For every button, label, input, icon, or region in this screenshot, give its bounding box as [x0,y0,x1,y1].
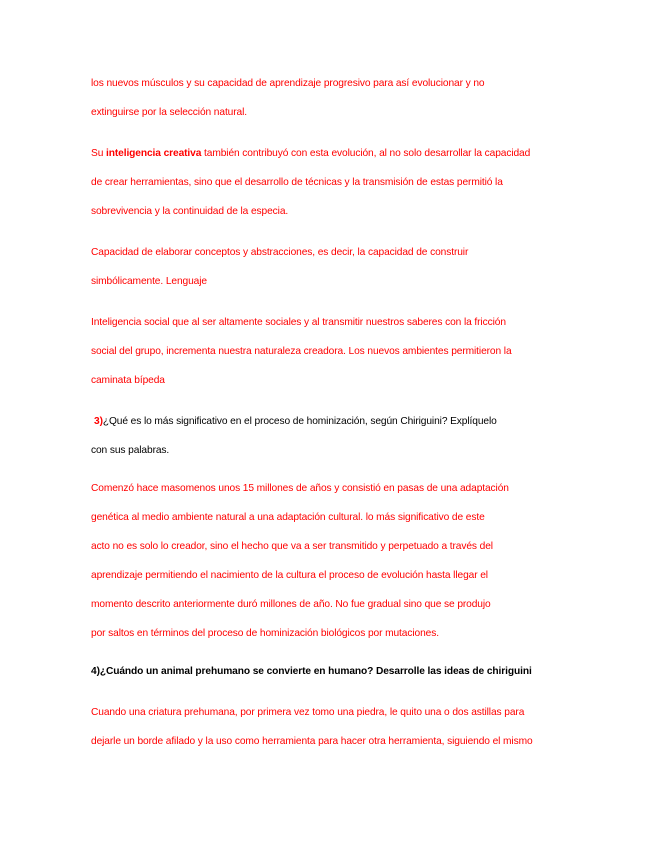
question-3-text: ¿Qué es lo más significativo en el proceso de hominización, según Chiriguini? Explíquelo [102,416,497,427]
p2-line-1-start: Su [91,148,106,159]
answer-3-line-5: momento descrito anteriormente duró millones de año. No fue gradual sino que se produjo [91,599,491,610]
p4-line-3: caminata bípeda [91,375,165,386]
p1-line-1: los nuevos músculos y su capacidad de aprendizaje progresivo para así evolucionar y no [91,78,485,89]
p2-line-1 [91,147,530,160]
p1-line-2: extinguirse por la selección natural. [91,107,247,118]
answer-3-line-6: por saltos en términos del proceso de hominización biológicos por mutaciones. [91,628,439,639]
question-3-number: 3) [94,416,103,427]
answer-4-line-2: dejarle un borde afilado y la uso como herramienta para hacer otra herramienta, siguiendo el mismo [91,736,533,747]
answer-3-line-2: genética al medio ambiente natural a una adaptación cultural. lo más significativo de este [91,512,485,523]
answer-3-line-1: Comenzó hace masomenos unos 15 millones de años y consistió en pasas de una adaptación [91,483,509,494]
p3-line-1: Capacidad de elaborar conceptos y abstracciones, es decir, la capacidad de construir [91,247,469,258]
p2-line-1-end: también contribuyó con esta evolución, al no solo desarrollar la capacidad [201,148,531,159]
p4-line-1: Inteligencia social que al ser altamente sociales y al transmitir nuestros saberes con la fricción [91,317,506,328]
answer-4-line-1: Cuando una criatura prehumana, por primera vez tomo una piedra, le quito una o dos astillas para [91,707,525,718]
answer-3-line-4: aprendizaje permitiendo el nacimiento de la cultura el proceso de evolución hasta llegar el [91,570,488,581]
question-3-line-2: con sus palabras. [91,445,170,456]
question-4-heading: 4)¿Cuándo un animal prehumano se convierte en humano? Desarrolle las ideas de chiriguini [91,666,532,677]
p4-line-2: social del grupo, incrementa nuestra naturaleza creadora. Los nuevos ambientes permitieron la [91,346,512,357]
question-3-line-1 [94,415,497,428]
p3-line-2: simbólicamente. Lenguaje [91,276,207,287]
p2-line-3: sobrevivencia y la continuidad de la especia. [91,206,289,217]
p2-line-2: de crear herramientas, sino que el desarrollo de técnicas y la transmisión de estas permitió la [91,177,503,188]
answer-3-line-3: acto no es solo lo creador, sino el hecho que va a ser transmitido y perpetuado a través del [91,541,493,552]
inteligencia-creativa-term: inteligencia creativa [106,148,202,159]
